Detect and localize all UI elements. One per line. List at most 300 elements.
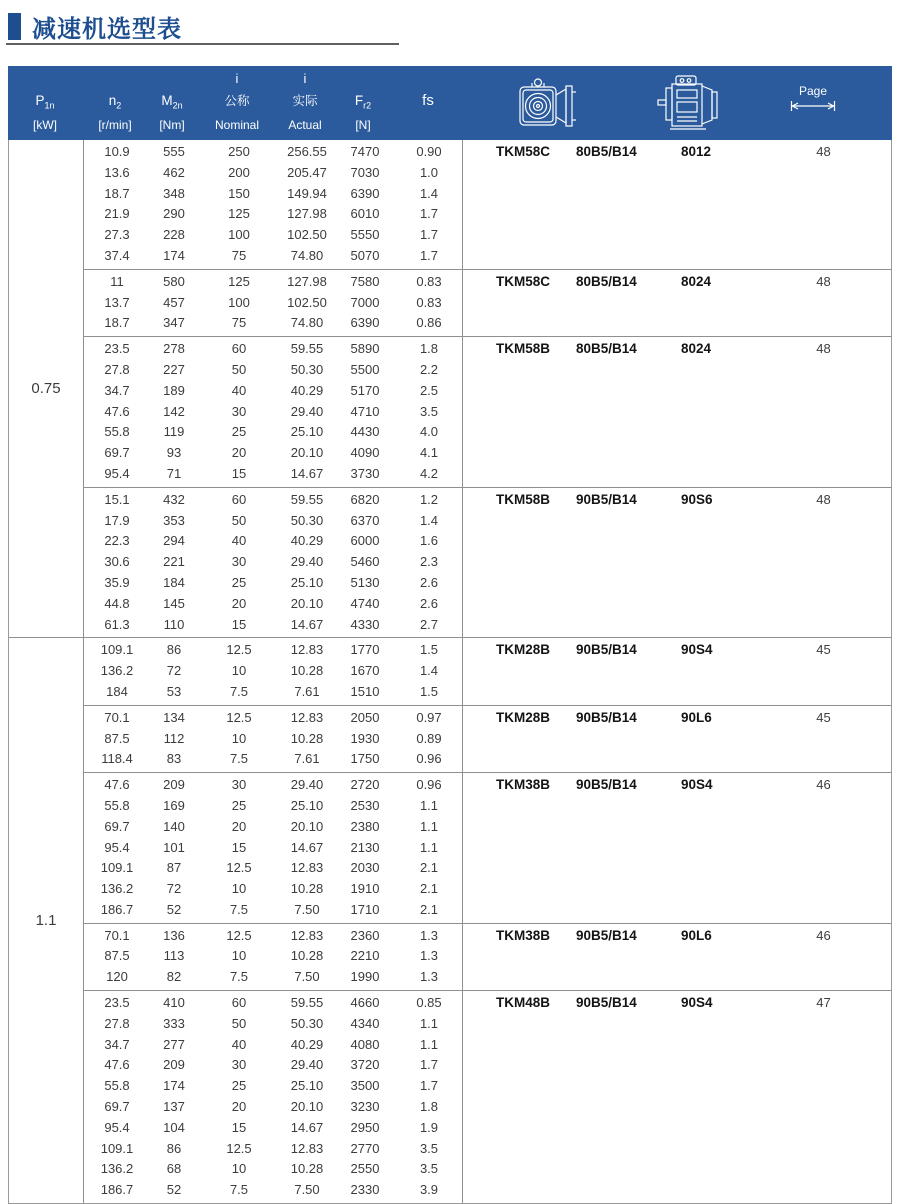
data-rows [84, 773, 462, 923]
data-cell: 102.50 [287, 294, 327, 310]
data-cell: 15 [231, 616, 247, 632]
data-cell: 1.1 [419, 797, 439, 813]
data-cell: 14.67 [290, 839, 324, 855]
group-info [462, 270, 891, 336]
data-cell: 0.89 [416, 730, 442, 746]
data-cell: 4430 [350, 424, 380, 440]
table-row [84, 946, 462, 967]
data-cell: 142 [163, 403, 185, 419]
data-cell: 10.28 [290, 1161, 324, 1177]
gear-group [84, 140, 891, 269]
data-cell: 1910 [350, 881, 380, 897]
data-cell: 59.55 [290, 341, 324, 357]
data-cell: 7.5 [229, 969, 249, 985]
table-row [84, 142, 462, 163]
data-cell: 189 [163, 382, 185, 398]
data-cell: 27.3 [104, 227, 130, 243]
table-row [84, 1139, 462, 1160]
data-cell: 125 [228, 273, 250, 289]
data-cell: 2050 [350, 709, 380, 725]
col-over-label: i [235, 71, 239, 86]
data-cell: 1.3 [419, 948, 439, 964]
data-cell: 110 [163, 616, 185, 632]
data-cell: 30 [231, 403, 247, 419]
data-cell: 2.1 [419, 901, 439, 917]
table-row [84, 443, 462, 464]
data-cell: 1.1 [419, 1036, 439, 1052]
col-header-page [790, 83, 836, 117]
data-cell: 127.98 [287, 206, 327, 222]
table-row [84, 838, 462, 859]
gearbox-model: TKM28B [496, 709, 551, 725]
motor-flange-type: 90B5/B14 [576, 995, 637, 1011]
motor-flange-type: 90B5/B14 [576, 777, 637, 793]
data-cell: 228 [163, 227, 185, 243]
data-cell: 72 [166, 663, 182, 679]
data-cell: 55.8 [104, 797, 130, 813]
motor-flange-type: 80B5/B14 [576, 144, 637, 159]
data-cell: 432 [163, 491, 185, 507]
data-cell: 12.83 [290, 927, 324, 943]
data-cell: 44.8 [104, 595, 130, 611]
data-cell: 61.3 [104, 616, 130, 632]
data-cell: 4660 [350, 995, 380, 1011]
data-cell: 294 [163, 533, 185, 549]
data-cell: 186.7 [100, 1182, 134, 1198]
data-cell: 20.10 [290, 1099, 324, 1115]
data-cell: 205.47 [287, 164, 327, 180]
group-info [462, 773, 891, 923]
data-cell: 2.7 [419, 616, 439, 632]
group-info [462, 337, 891, 487]
data-cell: 95.4 [104, 465, 130, 481]
data-cell: 10.28 [290, 948, 324, 964]
data-cell: 1.7 [419, 1078, 439, 1094]
table-row [84, 246, 462, 267]
table-row [84, 879, 462, 900]
data-cell: 71 [166, 465, 182, 481]
data-cell: 462 [163, 164, 185, 180]
data-cell: 2.2 [419, 361, 439, 377]
data-cell: 6010 [350, 206, 380, 222]
data-cell: 83 [166, 751, 182, 767]
table-row [84, 858, 462, 879]
page-header [8, 9, 182, 44]
data-cell: 50 [231, 1015, 247, 1031]
data-cell: 1.1 [419, 839, 439, 855]
data-cell: 1.8 [419, 341, 439, 357]
data-rows [84, 638, 462, 704]
col-header-fs [422, 66, 434, 140]
motor-flange-type: 90B5/B14 [576, 642, 637, 658]
data-cell: 0.90 [416, 144, 442, 159]
motor-flange-type: 80B5/B14 [576, 341, 637, 357]
selection-table [8, 66, 892, 1204]
table-row [84, 1159, 462, 1180]
data-cell: 1.1 [419, 818, 439, 834]
col-unit: Nominal [214, 118, 260, 132]
data-cell: 1510 [350, 683, 380, 699]
data-cell: 580 [163, 273, 185, 289]
data-cell: 13.6 [104, 164, 130, 180]
gearbox-model: TKM58B [496, 341, 551, 357]
table-row [84, 402, 462, 423]
data-cell: 2.5 [419, 382, 439, 398]
data-cell: 47.6 [104, 403, 130, 419]
data-cell: 4.2 [419, 465, 439, 481]
group-info [462, 706, 891, 772]
data-cell: 13.7 [104, 294, 130, 310]
table-row [84, 594, 462, 615]
data-cell: 1.6 [419, 533, 439, 549]
data-cell: 0.97 [416, 709, 442, 725]
data-cell: 40 [231, 1036, 247, 1052]
gearbox-model: TKM38B [496, 927, 551, 943]
page-number: 46 [816, 927, 831, 943]
data-cell: 0.85 [416, 995, 442, 1011]
table-row [84, 967, 462, 988]
gearbox-model: TKM58C [496, 144, 551, 159]
motor-model: 8024 [681, 341, 712, 357]
data-cell: 30 [231, 1057, 247, 1073]
table-header [8, 66, 892, 140]
table-row [84, 682, 462, 703]
data-rows [84, 337, 462, 487]
data-cell: 5460 [350, 554, 380, 570]
col-label: $F_{r2}$ [354, 93, 372, 111]
data-cell: 87.5 [104, 730, 130, 746]
data-cell: 1990 [350, 969, 380, 985]
data-cell: 75 [231, 315, 247, 331]
title-underline [6, 43, 399, 45]
data-cell: 119 [163, 424, 185, 440]
data-cell: 14.67 [290, 616, 324, 632]
page-number: 48 [816, 273, 831, 289]
data-cell: 86 [166, 642, 182, 658]
data-cell: 3730 [350, 465, 380, 481]
data-cell: 134 [163, 709, 185, 725]
gearbox-model: TKM48B [496, 995, 551, 1011]
data-cell: 104 [163, 1119, 185, 1135]
data-cell: 59.55 [290, 491, 324, 507]
data-cell: 4080 [350, 1036, 380, 1052]
page-number: 45 [816, 709, 831, 725]
motor-model: 90S4 [681, 995, 713, 1011]
data-cell: 15.1 [104, 491, 130, 507]
page-title: 减速机选型表 [32, 16, 182, 43]
data-cell: 347 [163, 315, 185, 331]
data-cell: 6390 [350, 315, 380, 331]
table-row [84, 775, 462, 796]
data-cell: 72 [166, 881, 182, 897]
data-cell: 69.7 [104, 818, 130, 834]
data-cell: 1.2 [419, 491, 439, 507]
table-row [84, 615, 462, 636]
data-cell: 30.6 [104, 554, 130, 570]
data-cell: 10.28 [290, 881, 324, 897]
table-row [84, 817, 462, 838]
data-cell: 59.55 [290, 995, 324, 1011]
data-cell: 7.5 [229, 683, 249, 699]
data-cell: 52 [166, 1182, 182, 1198]
page-number: 48 [816, 491, 831, 507]
page-dimension-arrow-icon [790, 100, 836, 112]
table-row [84, 708, 462, 729]
data-cell: 5550 [350, 227, 380, 243]
data-cell: 1.7 [419, 1057, 439, 1073]
data-cell: 35.9 [104, 574, 130, 590]
col-label: 公称 [224, 94, 250, 108]
table-row [84, 225, 462, 246]
data-cell: 53 [166, 683, 182, 699]
table-row [84, 339, 462, 360]
data-cell: 140 [163, 818, 185, 834]
page-number: 45 [816, 642, 831, 658]
data-cell: 169 [163, 797, 185, 813]
data-cell: 348 [163, 185, 185, 201]
data-cell: 7.61 [294, 683, 320, 699]
motor-model: 90L6 [681, 927, 712, 943]
data-cell: 2720 [350, 777, 380, 793]
gear-group [84, 923, 891, 990]
col-unit: [Nm] [159, 118, 185, 132]
col-label: fs [422, 92, 434, 109]
col-header-n2 [98, 66, 131, 140]
data-cell: 12.5 [226, 709, 252, 725]
data-cell: 333 [163, 1015, 185, 1031]
table-row [84, 1055, 462, 1076]
data-cell: 184 [163, 574, 185, 590]
data-cell: 2770 [350, 1140, 380, 1156]
data-cell: 2.6 [419, 595, 439, 611]
col-unit: [kW] [33, 118, 57, 132]
table-row [84, 900, 462, 921]
data-cell: 101 [163, 839, 185, 855]
data-cell: 137 [163, 1099, 185, 1115]
motor-flange-type: 90B5/B14 [576, 709, 637, 725]
data-cell: 69.7 [104, 1099, 130, 1115]
data-cell: 14.67 [290, 1119, 324, 1135]
data-cell: 10.28 [290, 730, 324, 746]
data-cell: 2210 [350, 948, 380, 964]
table-row [84, 926, 462, 947]
data-cell: 25 [231, 797, 247, 813]
data-cell: 50.30 [290, 1015, 324, 1031]
data-cell: 75 [231, 247, 247, 263]
data-cell: 5500 [350, 361, 380, 377]
page-number: 47 [816, 995, 831, 1011]
data-cell: 2950 [350, 1119, 380, 1135]
group-info [462, 140, 891, 269]
data-cell: 1.4 [419, 512, 439, 528]
data-cell: 2380 [350, 818, 380, 834]
data-cell: 1770 [350, 642, 380, 658]
data-cell: 1.3 [419, 927, 439, 943]
table-row [84, 640, 462, 661]
col-header-m2n [159, 66, 184, 140]
data-cell: 7.50 [294, 969, 320, 985]
data-cell: 2.3 [419, 554, 439, 570]
data-cell: 12.5 [226, 642, 252, 658]
data-cell: 37.4 [104, 247, 130, 263]
data-cell: 1930 [350, 730, 380, 746]
data-cell: 18.7 [104, 185, 130, 201]
data-cell: 278 [163, 341, 185, 357]
data-cell: 555 [163, 144, 185, 159]
data-cell: 55.8 [104, 424, 130, 440]
data-cell: 457 [163, 294, 185, 310]
data-cell: 4090 [350, 445, 380, 461]
data-cell: 4330 [350, 616, 380, 632]
data-cell: 2530 [350, 797, 380, 813]
data-cell: 1750 [350, 751, 380, 767]
data-cell: 30 [231, 777, 247, 793]
data-cell: 0.83 [416, 273, 442, 289]
data-cell: 3.5 [419, 1161, 439, 1177]
data-cell: 5070 [350, 247, 380, 263]
data-cell: 5130 [350, 574, 380, 590]
table-row [84, 1076, 462, 1097]
gear-group [84, 638, 891, 704]
data-cell: 3.9 [419, 1182, 439, 1198]
col-label: $M_{2n}$ [161, 93, 183, 111]
data-cell: 40 [231, 533, 247, 549]
data-cell: 22.3 [104, 533, 130, 549]
data-cell: 4.1 [419, 445, 439, 461]
data-cell: 20.10 [290, 595, 324, 611]
data-cell: 102.50 [287, 227, 327, 243]
data-cell: 1.4 [419, 663, 439, 679]
data-cell: 5170 [350, 382, 380, 398]
data-cell: 3720 [350, 1057, 380, 1073]
data-cell: 40.29 [290, 1036, 324, 1052]
table-row [84, 422, 462, 443]
group-info [462, 924, 891, 990]
data-cell: 25.10 [290, 424, 324, 440]
data-cell: 50.30 [290, 512, 324, 528]
data-cell: 23.5 [104, 995, 130, 1011]
electric-motor-icon [656, 74, 722, 134]
data-cell: 2330 [350, 1182, 380, 1198]
data-cell: 7.5 [229, 1182, 249, 1198]
motor-flange-type: 80B5/B14 [576, 273, 637, 289]
motor-model: 90S4 [681, 642, 713, 658]
gearbox-model: TKM58B [496, 491, 551, 507]
table-row [84, 293, 462, 314]
data-cell: 4740 [350, 595, 380, 611]
data-cell: 1.4 [419, 185, 439, 201]
table-row [84, 661, 462, 682]
table-row [84, 1097, 462, 1118]
data-cell: 7.5 [229, 901, 249, 917]
data-cell: 1.1 [419, 1015, 439, 1031]
col-unit: Actual [288, 118, 322, 132]
table-row [84, 360, 462, 381]
data-cell: 25.10 [290, 574, 324, 590]
data-cell: 7.5 [229, 751, 249, 767]
col-label: 实际 [292, 94, 318, 108]
data-cell: 29.40 [290, 1057, 324, 1073]
page-number: 48 [816, 144, 831, 159]
col-label: $P_{1n}$ [35, 93, 55, 111]
col-over-label: i [303, 71, 307, 86]
data-cell: 109.1 [100, 1140, 134, 1156]
data-cell: 100 [228, 294, 250, 310]
data-cell: 82 [166, 969, 182, 985]
data-cell: 87 [166, 860, 182, 876]
power-block [9, 140, 891, 637]
data-rows [84, 924, 462, 990]
data-cell: 12.83 [290, 642, 324, 658]
table-row [84, 993, 462, 1014]
data-cell: 50.30 [290, 361, 324, 377]
data-cell: 70.1 [104, 927, 130, 943]
col-header-i-nominal [215, 66, 259, 140]
data-cell: 2030 [350, 860, 380, 876]
table-row [84, 313, 462, 334]
col-header-fr2 [355, 66, 371, 140]
motor-model: 8024 [681, 273, 712, 289]
data-cell: 4340 [350, 1015, 380, 1031]
data-cell: 250 [228, 144, 250, 159]
worm-gearbox-icon [514, 78, 578, 128]
gear-group [84, 336, 891, 487]
data-cell: 20 [231, 1099, 247, 1115]
data-cell: 10 [231, 948, 247, 964]
data-cell: 6000 [350, 533, 380, 549]
data-cell: 17.9 [104, 512, 130, 528]
table-row [84, 1035, 462, 1056]
data-cell: 149.94 [287, 185, 327, 201]
data-cell: 174 [163, 247, 185, 263]
data-cell: 113 [163, 948, 185, 964]
data-cell: 50 [231, 512, 247, 528]
table-row [84, 184, 462, 205]
data-cell: 136.2 [100, 881, 134, 897]
data-cell: 40 [231, 382, 247, 398]
data-cell: 127.98 [287, 273, 327, 289]
data-cell: 60 [231, 995, 247, 1011]
col-header-i-actual [288, 66, 321, 140]
data-cell: 4.0 [419, 424, 439, 440]
data-cell: 120 [106, 969, 128, 985]
table-row [84, 163, 462, 184]
data-cell: 290 [163, 206, 185, 222]
row-groups [83, 140, 891, 637]
data-cell: 145 [163, 595, 185, 611]
data-cell: 0.96 [416, 751, 442, 767]
data-cell: 10.9 [104, 144, 130, 159]
data-cell: 50 [231, 361, 247, 377]
data-cell: 1.0 [419, 164, 439, 180]
data-cell: 10 [231, 1161, 247, 1177]
data-cell: 125 [228, 206, 250, 222]
data-cell: 25.10 [290, 797, 324, 813]
data-cell: 100 [228, 227, 250, 243]
col-header-p1n [33, 66, 57, 140]
page-number: 46 [816, 777, 831, 793]
data-cell: 20.10 [290, 818, 324, 834]
data-cell: 10 [231, 881, 247, 897]
title-accent-bar [8, 13, 21, 40]
data-cell: 2550 [350, 1161, 380, 1177]
data-cell: 1.7 [419, 247, 439, 263]
data-cell: 1.3 [419, 969, 439, 985]
data-cell: 55.8 [104, 1078, 130, 1094]
row-groups [83, 638, 891, 1203]
col-unit: [r/min] [98, 118, 132, 132]
data-cell: 109.1 [100, 860, 134, 876]
